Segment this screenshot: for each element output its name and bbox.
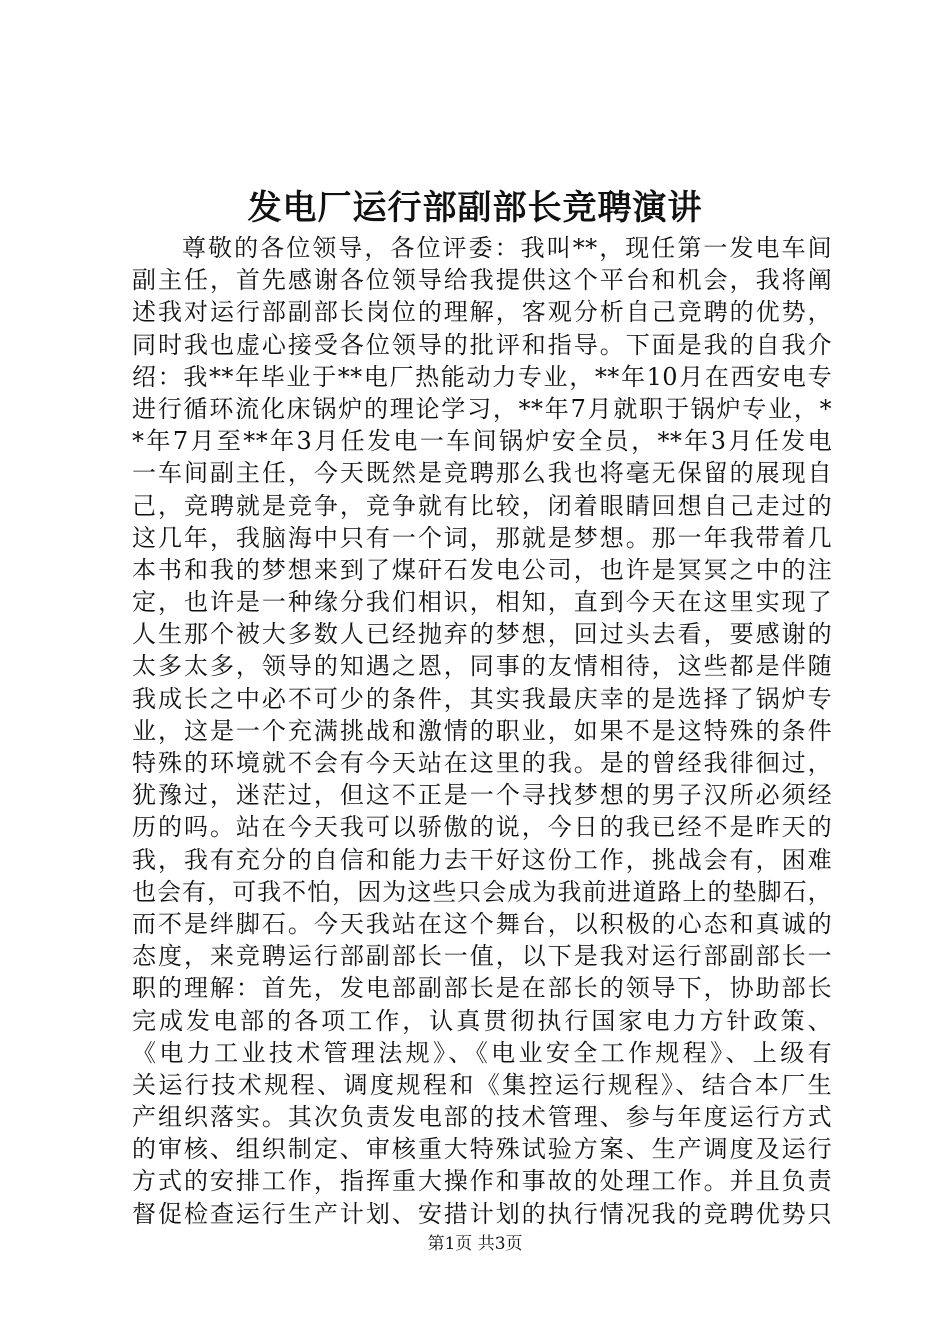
body-line: 一车间副主任，今天既然是竞聘那么我也将毫无保留的展现自 xyxy=(132,459,832,488)
body-line: 绍：我**年毕业于**电厂热能动力专业，**年10月在西安电专 xyxy=(132,362,832,391)
body-line: 历的吗。站在今天我可以骄傲的说，今日的我已经不是昨天的 xyxy=(132,813,832,842)
body-line: 述我对运行部副部长岗位的理解，客观分析自己竞聘的优势， xyxy=(132,298,832,327)
body-line: 副主任，首先感谢各位领导给我提供这个平台和机会，我将阐 xyxy=(132,266,832,295)
body-line: 态度，来竞聘运行部副部长一值，以下是我对运行部副部长一 xyxy=(132,942,832,971)
body-line: 我，我有充分的自信和能力去干好这份工作，挑战会有，困难 xyxy=(132,845,832,874)
body-line: 关运行技术规程、调度规程和《集控运行规程》、结合本厂生 xyxy=(132,1070,832,1099)
body-line: 而不是绊脚石。今天我站在这个舞台，以积极的心态和真诚的 xyxy=(132,909,832,938)
body-line: 也会有，可我不怕，因为这些只会成为我前进道路上的垫脚石， xyxy=(132,877,832,906)
document-title: 发电厂运行部副部长竞聘演讲 xyxy=(247,188,703,228)
body-line: 完成发电部的各项工作，认真贯彻执行国家电力方针政策、 xyxy=(132,1006,832,1035)
body-line: 这几年，我脑海中只有一个词，那就是梦想。那一年我带着几 xyxy=(132,523,832,552)
body-line: 特殊的环境就不会有今天站在这里的我。是的曾经我徘徊过， xyxy=(132,749,832,777)
body-line: 进行循环流化床锅炉的理论学习，**年7月就职于锅炉专业，* xyxy=(132,394,832,423)
body-line: 本书和我的梦想来到了煤矸石发电公司，也许是冥冥之中的注 xyxy=(132,555,832,584)
document-body xyxy=(132,232,832,1230)
body-line: 的审核、组织制定、审核重大特殊试验方案、生产调度及运行 xyxy=(132,1135,832,1164)
body-line: 业，这是一个充满挑战和激情的职业，如果不是这特殊的条件 xyxy=(132,716,832,745)
body-line: 我成长之中必不可少的条件，其实我最庆幸的是选择了锅炉专 xyxy=(132,684,832,713)
body-line: 人生那个被大多数人已经抛弃的梦想，回过头去看，要感谢的 xyxy=(132,620,832,649)
body-line: 督促检查运行生产计划、安措计划的执行情况我的竞聘优势只 xyxy=(132,1199,832,1228)
body-line: 犹豫过，迷茫过，但这不正是一个寻找梦想的男子汉所必须经 xyxy=(132,781,832,810)
body-line: *年7月至**年3月任发电一车间锅炉安全员，**年3月任发电 xyxy=(132,427,832,456)
body-line: 同时我也虚心接受各位领导的批评和指导。下面是我的自我介 xyxy=(132,330,832,359)
body-line: 职的理解：首先，发电部副部长是在部长的领导下，协助部长 xyxy=(132,974,832,1003)
page-footer: 第1页 共3页 xyxy=(427,1234,523,1254)
body-line: 己，竞聘就是竞争，竞争就有比较，闭着眼睛回想自己走过的 xyxy=(132,491,832,520)
body-line: 太多太多，领导的知遇之恩，同事的友情相待，这些都是伴随 xyxy=(132,652,832,681)
body-line: 《电力工业技术管理法规》、《电业安全工作规程》、上级有 xyxy=(132,1038,832,1067)
body-line: 产组织落实。其次负责发电部的技术管理、参与年度运行方式 xyxy=(132,1103,832,1132)
body-line: 定，也许是一种缘分我们相识，相知，直到今天在这里实现了 xyxy=(132,588,832,617)
body-line: 尊敬的各位领导，各位评委：我叫**，现任第一发电车间 xyxy=(182,234,832,262)
body-line: 方式的安排工作，指挥重大操作和事故的处理工作。并且负责 xyxy=(132,1167,832,1196)
